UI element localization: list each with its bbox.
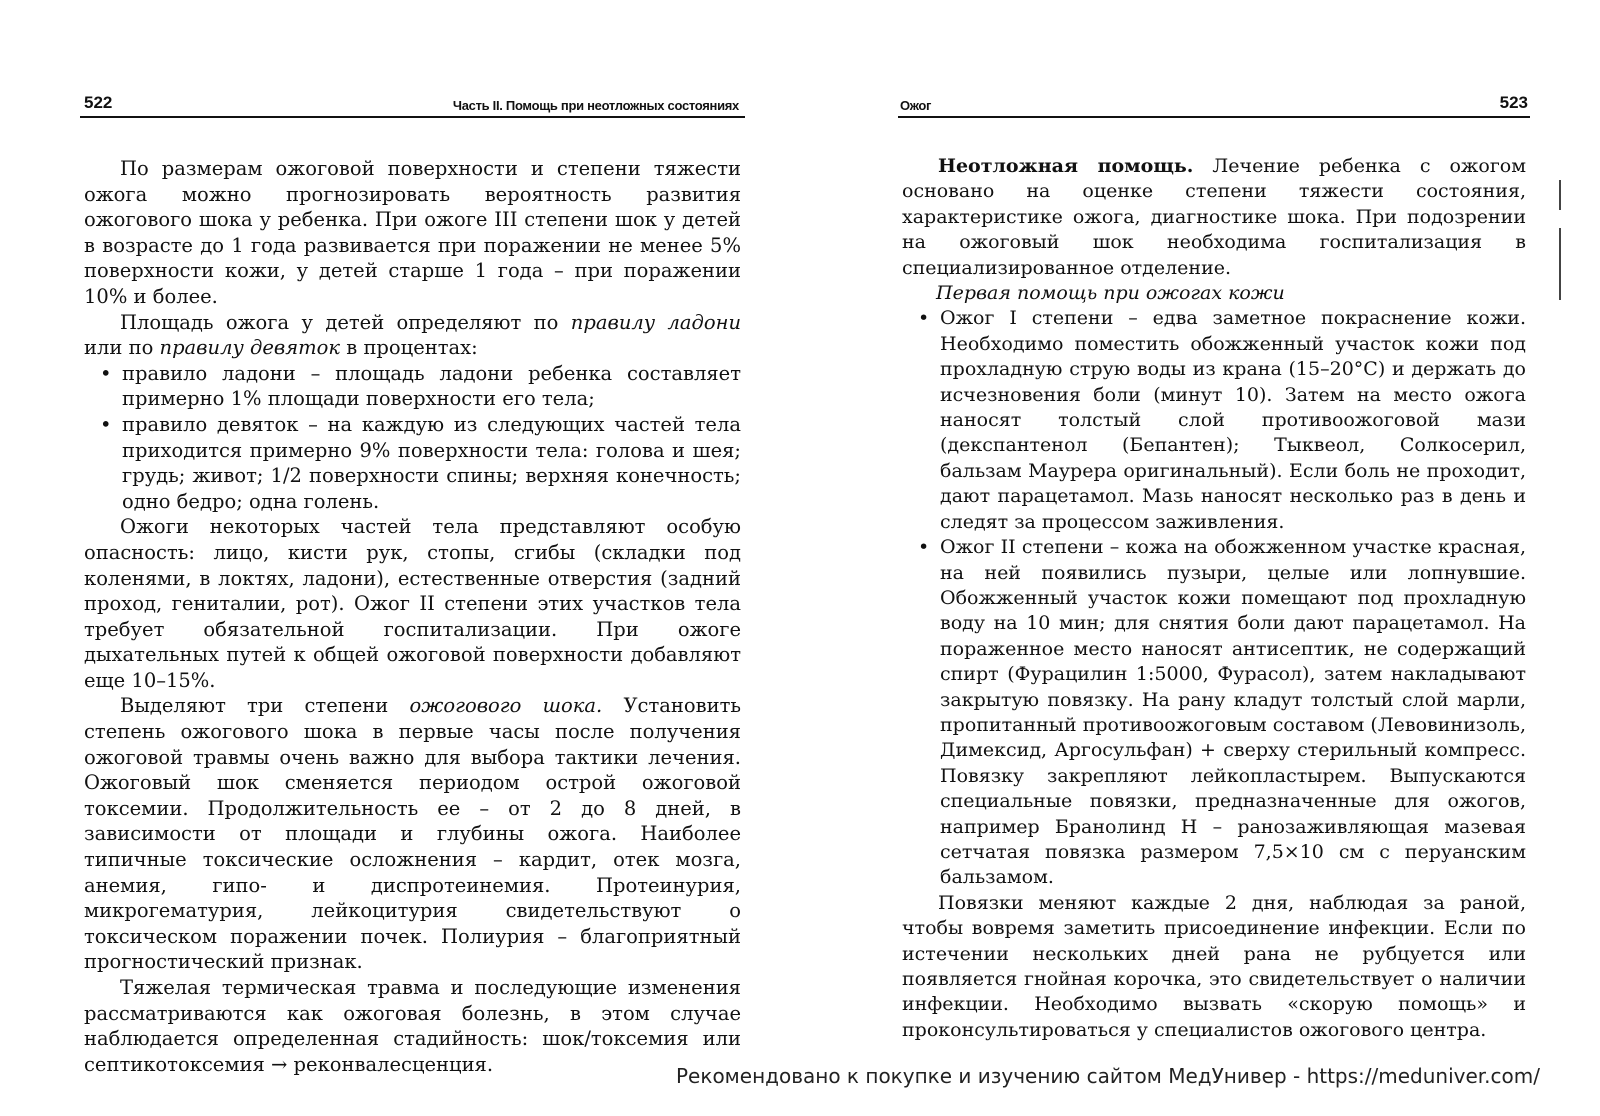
left-page-body (84, 156, 741, 1077)
left-running-head: Часть II. Помощь при неотложных состояниях (452, 98, 739, 113)
left-p4-text-b: Установить степень ожогового шока в первые часы после получения ожоговой травмы очень важно для выбора тактики лечения. Ожоговый шок сменяется периодом острой ожоговой токсемии. Продолжительность ее – от 2 до 8 дней, в зависимости от площади и глубины ожога. Наиболее типичные токсические осложнения – кардит, отек мозга, анемия, гипо- и диспротеинемия. Протеинурия, микрогематурия, лейкоцитурия свидетельствуют о токсическом поражении почек. Полиурия – благоприятный прогностический признак. (84, 694, 741, 974)
left-p4-italic: ожогового шока. (409, 694, 603, 718)
right-page-header (898, 90, 1530, 118)
left-bullet-list (84, 361, 741, 515)
left-p2-text-c: в процентах: (340, 336, 478, 360)
right-running-head: Ожог (900, 98, 932, 113)
left-p2-italic-1: правилу ладони (570, 310, 742, 334)
left-bullet-item: • правило ладони – площадь ладони ребенка составляет примерно 1% площади поверхности его тела; (122, 361, 741, 412)
left-p2-text-b: или по (84, 336, 160, 360)
left-bullet-item: • правило девяток – на каждую из следующих частей тела приходится примерно 9% поверхности тела: голова и шея; грудь; живот; 1/2 поверхности спины; верхняя конечность; одно бедро; одна голень. (122, 412, 741, 514)
right-p1-bold-lead: Неотложная помощь. (938, 155, 1194, 177)
left-page-header (80, 90, 745, 118)
right-subheading: Первая помощь при ожогах кожи (936, 282, 1285, 305)
left-paragraph-2 (84, 310, 741, 361)
right-paragraph-2: Повязки меняют каждые 2 дня, наблюдая за раной, чтобы вовремя заметить присоединение инфекции. Если по истечении нескольких дней рана не рубцуется или появляется гнойная корочка, это свидетельствует о наличии инфекции. Необходимо вызвать «скорую помощь» и проконсультироваться у специалистов ожогового центра. (902, 891, 1526, 1041)
right-bullet-item: • Ожог I степени – едва заметное покраснение кожи. Необходимо поместить обожженный участок кожи под прохладную струю воды из крана (15–20°C) и держать до исчезновения боли (минут 10). Затем на место ожога наносят толстый слой противоожоговой мази (декспантенол (Бепантен); Тыквеол, Солкосерил, бальзам Маурера оригинальный). Если боль не проходит, дают парацетамол. Мазь наносят несколько раз в день и следят за процессом заживления. (940, 306, 1526, 535)
left-paragraph-1: По размерам ожоговой поверхности и степени тяжести ожога можно прогнозировать вероятность развития ожогового шока у ребенка. При ожоге III степени шок у детей в возрасте до 1 года развивается при поражении не менее 5% поверхности кожи, у детей старше 1 года – при поражении 10% и более. (84, 157, 741, 308)
right-page-body (902, 154, 1526, 1043)
left-p2-italic-2: правилу девяток (159, 336, 341, 360)
scan-edge-mark (1559, 228, 1561, 300)
scan-edge-mark (1559, 180, 1561, 210)
left-p4-text-a: Выделяют три степени (120, 694, 410, 718)
right-page-number: 523 (1499, 93, 1528, 112)
right-bullet-item: • Ожог II степени – кожа на обожженном участке красная, на ней появились пузыри, целые или лопнувшие. Обожженный участок кожи помещают под прохладную воду на 10 мин; для снятия боли дают парацетамол. На пораженное место наносят антисептик, не содержащий спирт (Фурацилин 1:5000, Фурасол), затем накладывают закрытую повязку. На рану кладут толстый слой марли, пропитанный противоожоговым составом (Левовинизоль, Димексид, Аргосульфан) + сверху стерильный компресс. Повязку закрепляют лейкопластырем. Выпускаются специальные повязки, предназначенные для ожогов, например Бранолинд Н – ранозаживляющая мазевая сетчатая повязка размером 7,5×10 см с перуанским бальзамом. (940, 535, 1526, 891)
left-paragraph-3: Ожоги некоторых частей тела представляют особую опасность: лицо, кисти рук, стопы, сгибы (складки под коленями, в локтях, ладони), естественные отверстия (задний проход, гениталии, рот). Ожог II степени этих участков тела требует обязательной госпитализации. При ожоге дыхательных путей к общей ожоговой поверхности добавляют еще 10–15%. (84, 515, 741, 692)
right-bullet-list (902, 306, 1526, 890)
left-p2-text-a: Площадь ожога у детей определяют по (120, 310, 571, 334)
footer-watermark: Рекомендовано к покупке и изучению сайтом МедУнивер - https://meduniver.com/ (676, 1064, 1540, 1088)
left-paragraph-4 (84, 693, 741, 975)
left-page-number: 522 (84, 93, 113, 112)
right-paragraph-1 (902, 154, 1526, 281)
right-p1-text: Лечение ребенка с ожогом основано на оценке степени тяжести состояния, характеристике ожога, диагностике шока. При подозрении на ожоговый шок необходима госпитализация в специализированное отделение. (902, 155, 1527, 279)
left-paragraph-5: Тяжелая термическая травма и последующие изменения рассматриваются как ожоговая болезнь, в этом случае наблюдается определенная стадийность: шок/токсемия или септикотоксемия → реконвалесценция. (84, 976, 741, 1076)
